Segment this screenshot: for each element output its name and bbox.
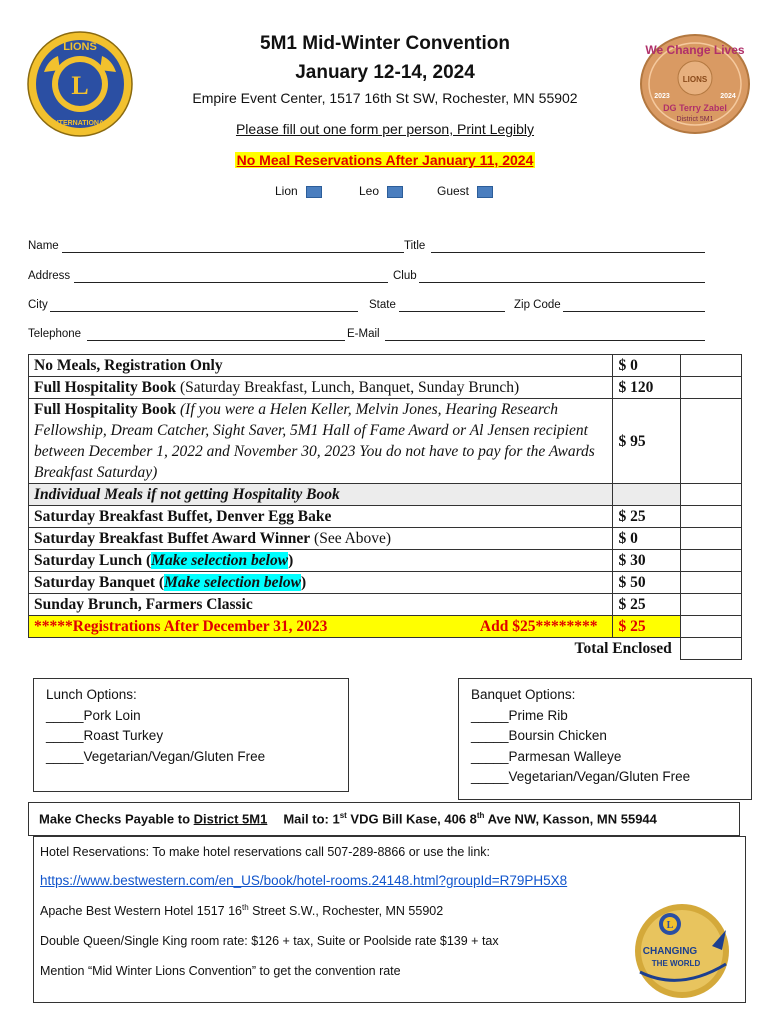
table-row [29,377,742,399]
amount-sat-banquet[interactable] [680,572,741,594]
address-field[interactable] [74,270,388,283]
option-award-detail: (If you were a Helen Keller, Melvin Jones, Hearing Research Fellowship, Dream Catcher, Sight Saver, 5M1 Hall of Fame Award or Al Jensen recipient between December 1, 2022 and November 30, 2023 You do not have to pay for the Awards Breakfast Saturday) [34,401,595,481]
badge-year-left: 2023 [654,93,670,100]
page-title: 5M1 Mid-Winter Convention [260,33,510,54]
total-enclosed-label: Total Enclosed [574,640,672,657]
lunch-option-turkey[interactable]: _____Roast Turkey [46,728,164,743]
hotel-address-sup: th [241,903,249,912]
table-row [29,506,742,528]
amount-sat-breakfast-award[interactable] [680,528,741,550]
option-sat-banquet-label: Saturday Banquet ( [34,574,165,591]
title-label: Title [404,240,426,252]
option-sat-banquet-note: Make selection below [164,574,301,591]
email-label: E-Mail [347,328,380,340]
lions-logo-top-text: LIONS [63,41,97,53]
guest-checkbox[interactable] [477,186,493,198]
badge-district: District 5M1 [676,116,714,123]
event-dates: January 12-14, 2024 [295,62,475,83]
member-type-label: Lion [275,184,298,198]
hotel-rates: Double Queen/Single King room rate: $126 + tax, Suite or Poolside rate $139 + tax [40,934,499,948]
table-row [29,484,742,506]
bottom-logo-text1: CHANGING [642,946,698,957]
banquet-option-prime-rib[interactable]: _____Prime Rib [471,707,568,723]
pricing-table [28,354,742,660]
mail-to-sup1: st [339,811,347,820]
bottom-logo-letter: L [666,920,674,931]
bottom-logo-text2: THE WORLD [651,959,701,968]
member-type-label: Guest [437,184,470,198]
late-registration-add: Add $25******** [479,618,598,635]
name-label: Name [28,240,59,252]
price-full-book: $ 120 [613,377,680,399]
amount-sat-breakfast[interactable] [680,506,741,528]
price-sun-brunch: $ 25 [613,594,680,616]
member-type-lion [275,184,322,198]
table-row [29,355,742,377]
hotel-booking-link[interactable]: https://www.bestwestern.com/en_US/book/hotel-rooms.24148.html?groupId=R79PH5X8 [40,873,568,888]
banquet-option-walleye[interactable]: _____Parmesan Walleye [471,748,622,764]
table-row [29,616,742,638]
city-field[interactable] [50,299,358,312]
option-sat-lunch-note: Make selection below [151,552,289,569]
badge-slogan: We Change Lives [645,43,745,57]
mail-to-prefix: Mail to: 1 [283,811,340,827]
amount-sat-lunch[interactable] [680,550,741,572]
table-row [29,594,742,616]
total-enclosed-field[interactable] [680,638,741,660]
lion-checkbox[interactable] [306,186,322,198]
price-sat-banquet: $ 50 [613,572,680,594]
form-instructions: Please fill out one form per person, Print Legibly [235,121,535,137]
price-sat-breakfast-award: $ 0 [613,528,680,550]
option-no-meals: No Meals, Registration Only [29,355,613,377]
option-sat-banquet-close: ) [300,574,307,591]
option-full-book [29,377,613,399]
hotel-mention: Mention “Mid Winter Lions Convention” to get the convention rate [40,964,401,978]
address-label: Address [28,270,71,282]
price-sat-lunch: $ 30 [613,550,680,572]
table-row [29,550,742,572]
option-sun-brunch: Sunday Brunch, Farmers Classic [29,594,613,616]
option-breakfast-award-note: (See Above) [310,530,392,547]
title-field[interactable] [431,240,705,253]
zip-label: Zip Code [514,299,561,311]
price-sat-breakfast: $ 25 [613,506,680,528]
table-row [29,399,742,484]
option-sat-lunch-label: Saturday Lunch ( [34,552,152,569]
state-field[interactable] [399,299,505,312]
badge-year-right: 2024 [720,93,736,100]
table-row [29,528,742,550]
banquet-option-chicken[interactable]: _____Boursin Chicken [471,728,607,743]
amount-sun-brunch[interactable] [680,594,741,616]
hotel-address [40,903,443,918]
badge-name: DG Terry Zabel [663,103,727,113]
hotel-address-post: Street S.W., Rochester, MN 55902 [248,904,444,919]
individual-meals-price-blank [613,484,680,506]
price-no-meals: $ 0 [613,355,680,377]
lions-logo-letter: L [71,71,89,100]
option-sat-breakfast: Saturday Breakfast Buffet, Denver Egg Bake [29,506,613,528]
email-field[interactable] [385,328,705,341]
state-label: State [369,299,396,311]
telephone-label: Telephone [28,328,82,340]
banquet-options-box [458,678,752,800]
mail-to-mid: VDG Bill Kase, 406 8 [346,811,477,827]
mail-to-end: Ave NW, Kasson, MN 55944 [484,811,657,827]
leo-checkbox[interactable] [387,186,403,198]
meal-deadline-warning [0,152,770,170]
banquet-options-title: Banquet Options: [471,687,576,702]
amount-full-book-award[interactable] [680,399,741,484]
option-sat-breakfast-award [29,528,613,550]
event-venue: Empire Event Center, 1517 16th St SW, Rochester, MN 55902 [192,90,578,106]
member-type-label: Leo [359,184,380,198]
telephone-field[interactable] [87,328,345,341]
price-late-registration: $ 25 [613,616,680,638]
hotel-address-pre: Apache Best Western Hotel 1517 16 [40,904,242,919]
lunch-options-box [33,678,349,792]
lions-logo-bottom-text: INTERNATIONAL [51,120,109,127]
amount-late-registration[interactable] [680,616,741,638]
lunch-options-title: Lunch Options: [46,687,137,702]
hotel-reservations-text: Hotel Reservations: To make hotel reservations call 507-289-8866 or use the link: [40,845,491,859]
amount-full-book[interactable] [680,377,741,399]
club-label: Club [393,270,417,282]
member-type-guest [437,184,493,198]
table-row [29,572,742,594]
changing-the-world-logo [630,902,735,1000]
hotel-link-wrap [40,873,567,888]
mail-to-sup2: th [476,811,485,820]
payable-prefix: Make Checks Payable to [39,811,194,827]
option-breakfast-award-bold: Saturday Breakfast Buffet Award Winner [34,530,311,547]
price-full-book-award: $ 95 [613,399,680,484]
table-row [29,638,742,660]
option-full-book-bold: Full Hospitality Book [34,379,177,396]
amount-no-meals[interactable] [680,355,741,377]
banquet-option-vegetarian[interactable]: _____Vegetarian/Vegan/Gluten Free [471,769,691,784]
meal-deadline-text: No Meal Reservations After January 11, 2024 [236,152,534,168]
badge-inner-text: LIONS [682,75,708,84]
club-field[interactable] [419,270,705,283]
late-registration-label: *****Registrations After December 31, 2023 [34,618,328,635]
city-label: City [28,299,48,311]
member-type-leo [359,184,403,198]
lunch-option-vegetarian[interactable]: _____Vegetarian/Vegan/Gluten Free [46,748,266,764]
option-sat-lunch-close: ) [288,552,294,569]
lunch-option-pork[interactable]: _____Pork Loin [46,707,141,723]
option-full-book-detail: (Saturday Breakfast, Lunch, Banquet, Sunday Brunch) [176,379,520,396]
individual-meals-header: Individual Meals if not getting Hospitality Book [29,484,613,506]
zip-field[interactable] [563,299,705,312]
option-award-bold: Full Hospitality Book [34,401,177,418]
payable-to: District 5M1 [193,811,268,827]
payment-instructions [28,802,740,836]
option-sat-lunch [29,550,613,572]
option-sat-banquet [29,572,613,594]
name-field[interactable] [62,240,404,253]
individual-meals-amount-blank [680,484,741,506]
option-full-book-award [29,399,613,484]
option-late-registration [29,616,613,638]
